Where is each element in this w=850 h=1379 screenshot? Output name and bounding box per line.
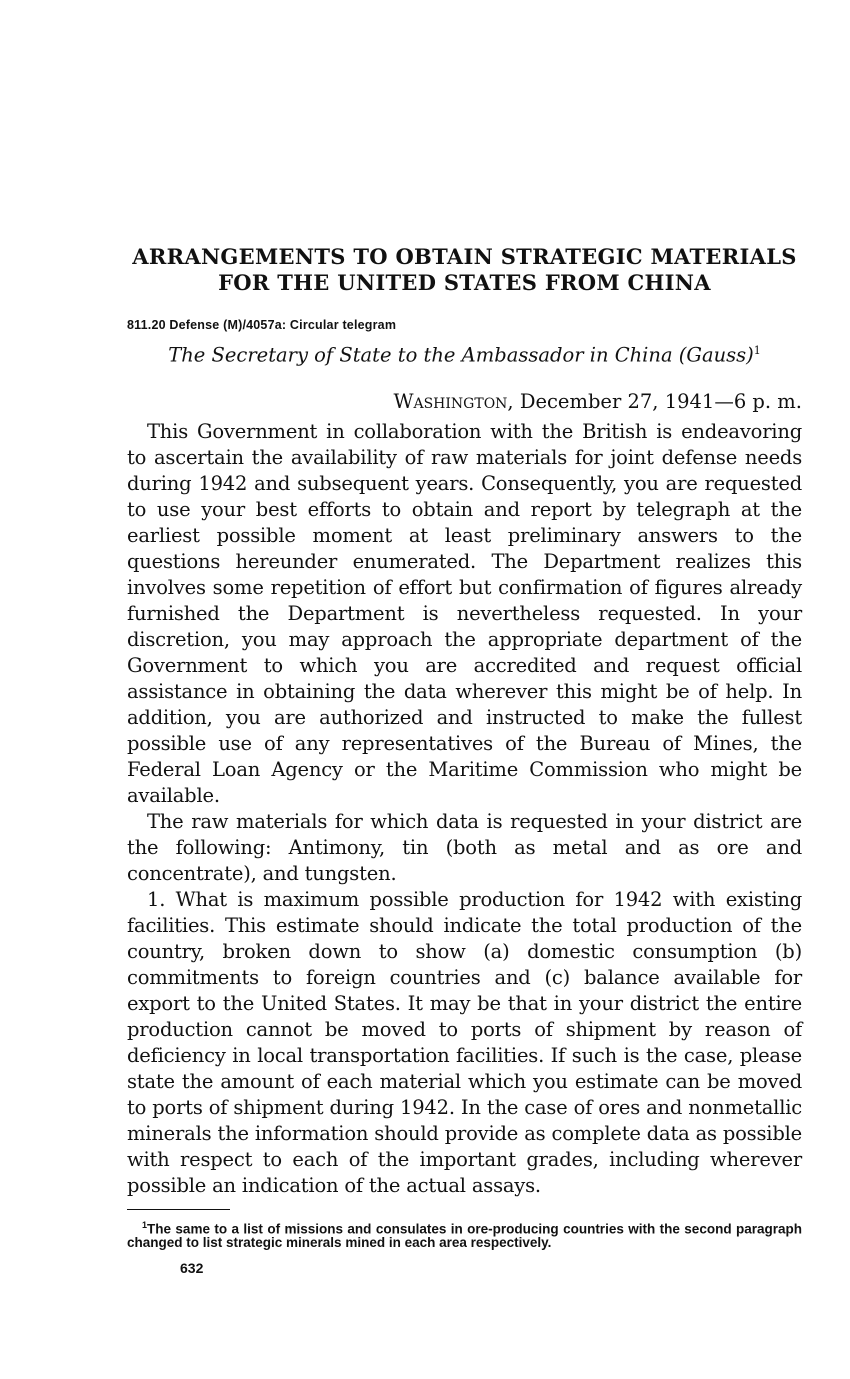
- file-reference: 811.20 Defense (M)/4057a: Circular telegram: [127, 318, 397, 332]
- document-page: [127, 244, 802, 1276]
- dateline: [127, 389, 802, 415]
- addressee-line: [127, 338, 802, 369]
- footnote: [127, 1218, 802, 1251]
- telegram-body: [127, 419, 802, 1199]
- paragraph-2: The raw materials for which data is requested in your district are the following: Antimony, tin (both as metal and as ore and concentrate), and tungsten.: [127, 809, 802, 885]
- footnote-text: The same to a list of missions and consulates in ore-producing countries with the second paragraph changed to list strategic minerals mined in each area respectively.: [127, 1221, 802, 1250]
- addressee-footnote-mark: 1: [753, 344, 761, 357]
- page-number: 632: [180, 1260, 204, 1276]
- heading-line-1: ARRANGEMENTS TO OBTAIN STRATEGIC MATERIALS: [132, 244, 797, 269]
- dateline-place: Washington: [393, 389, 508, 413]
- footnote-mark: 1: [142, 1219, 148, 1230]
- footnote-divider: [127, 1209, 230, 1210]
- paragraph-3: 1. What is maximum possible production for 1942 with existing facilities. This estimate should indicate the total production of the country, broken down to show (a) domestic consumption (b) commitments to foreign countries and (c) balance available for export to the United States. It may be that in your district the entire production cannot be moved to ports of shipment by reason of deficiency in local transportation facilities. If such is the case, please state the amount of each material which you estimate can be moved to ports of shipment during 1942. In the case of ores and nonmetallic minerals the information should provide as complete data as possible with respect to each of the important grades, including wherever possible an indication of the actual assays.: [127, 887, 802, 1197]
- paragraph-1: This Government in collaboration with the British is endeavoring to ascertain the availability of raw materials for joint defense needs during 1942 and subsequent years. Consequently, you are requested to use your best efforts to obtain and report by telegraph at the earliest possible moment at least preliminary answers to the questions hereunder enumerated. The Department realizes this involves some repetition of effort but confirmation of figures already furnished the Department is nevertheless requested. In your discretion, you may approach the appropriate department of the Government to which you are accredited and request official assistance in obtaining the data wherever this might be of help. In addition, you are authorized and instructed to make the fullest possible use of any representatives of the Bureau of Mines, the Federal Loan Agency or the Maritime Commission who might be available.: [127, 419, 802, 807]
- document-heading: [127, 244, 802, 296]
- dateline-date: , December 27, 1941—6 p. m.: [507, 389, 802, 413]
- heading-line-2: FOR THE UNITED STATES FROM CHINA: [218, 270, 711, 295]
- addressee-text: The Secretary of State to the Ambassador in China (Gauss): [168, 343, 754, 367]
